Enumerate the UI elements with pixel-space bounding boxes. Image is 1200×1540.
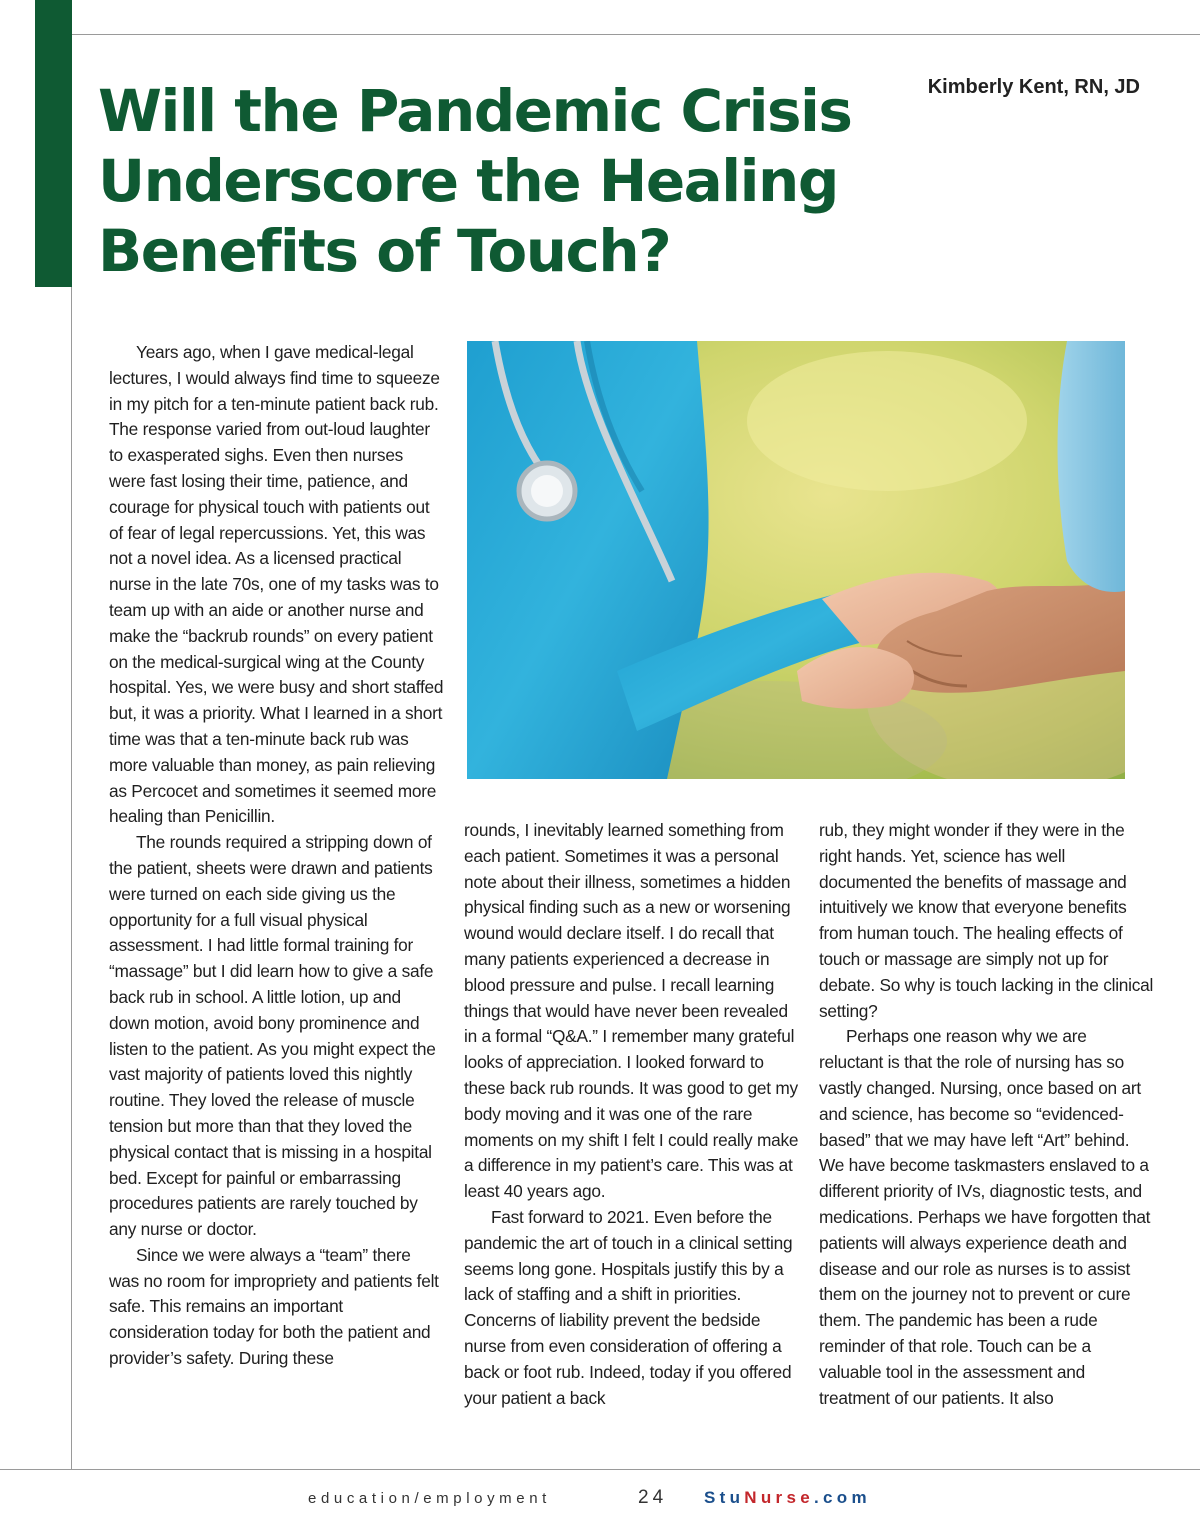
title-line: Underscore the Healing xyxy=(98,147,838,215)
paragraph: Years ago, when I gave medical-legal lectures, I would always find time to squeeze in my pitch for a ten-minute patient back rub. The response varied from out-loud laughter to exasperated sighs. Even then nurses were fast losing their time, patience, and courage for physical touch with patients out of fear of legal repercussions. Yet, this was not a novel idea. As a licensed practical nurse in the late 70s, one of my tasks was to team up with an aide or another nurse and make the “backrub rounds” on every patient on the medical-surgical wing at the County hospital. Yes, we were busy and short staffed but, it was a priority. What I learned in a short time was that a ten-minute back rub was more valuable than money, as pain relieving as Percocet and sometimes it seemed more healing than Penicillin. xyxy=(109,342,444,827)
paragraph: rub, they might wonder if they were in the right hands. Yet, science has well documented the benefits of massage and intuitively we know that everyone benefits from human touch. The healing effects of touch or massage are simply not up for debate. So why is touch lacking in the clinical setting? xyxy=(819,820,1154,1021)
paragraph: Since we were always a “team” there was no room for impropriety and patients felt safe. This remains an important consideration today for both the patient and provider’s safety. During these xyxy=(109,1244,439,1369)
text-column-1 xyxy=(109,340,444,1372)
brand-logo-part: Nurse xyxy=(744,1488,814,1507)
left-rule xyxy=(71,287,72,1470)
article-title xyxy=(98,76,858,286)
article-photo xyxy=(467,341,1125,779)
text-column-3 xyxy=(819,818,1155,1411)
brand-logo-part: Stu xyxy=(704,1488,745,1507)
title-line: Will the Pandemic Crisis xyxy=(98,77,852,145)
paragraph: The rounds required a stripping down of the patient, sheets were drawn and patients were turned on each side giving us the opportunity for a full visual physical assessment. I had little formal training for “massage” but I did learn how to give a safe back rub in school. A little lotion, up and down motion, avoid bony prominence and listen to the patient. As you might expect the vast majority of patients loved this nightly routine. They loved the release of muscle tension but more than that they loved the physical contact that is missing in a hospital bed. Except for painful or embarrassing procedures patients are rarely touched by any nurse or doctor. xyxy=(109,832,436,1240)
text-column-2 xyxy=(464,818,800,1411)
top-rule xyxy=(72,34,1200,35)
brand-logo-part: .com xyxy=(813,1488,871,1507)
title-line: Benefits of Touch? xyxy=(98,217,671,285)
hands-photo-illustration xyxy=(467,341,1125,779)
author-byline: Kimberly Kent, RN, JD xyxy=(927,76,1140,98)
paragraph: Fast forward to 2021. Even before the pandemic the art of touch in a clinical setting seems long gone. Hospitals justify this by a lack of staffing and a shift in priorities. Concerns of liability prevent the bedside nurse from even consideration of offering a back or foot rub. Indeed, today if you offered your patient a back xyxy=(464,1206,793,1408)
brand-logo xyxy=(704,1488,871,1508)
page-footer xyxy=(0,1487,1200,1514)
page-number: 24 xyxy=(638,1487,668,1508)
footer-section-label: education/employment xyxy=(308,1490,551,1507)
footer-rule xyxy=(0,1469,1200,1470)
paragraph: Perhaps one reason why we are reluctant is that the role of nursing has so vastly changed. Nursing, once based on art and science, has become so “evidenced-based” that we may have left “Art” behind. We have become taskmasters enslaved to a different priority of IVs, diagnostic tests, and medications. Perhaps we have forgotten that patients will always experience death and disease and our role as nurses is to assist them on the journey not to prevent or cure them. The pandemic has been a rude reminder of that role. Touch can be a valuable tool in the assessment and treatment of our patients. It also xyxy=(819,1026,1151,1408)
paragraph: rounds, I inevitably learned something from each patient. Sometimes it was a personal note about their illness, sometimes a hidden physical finding such as a new or worsening wound would declare itself. I do recall that many patients experienced a decrease in blood pressure and pulse. I recall learning things that would have never been revealed in a formal “Q&A.” I remember many grateful looks of appreciation. I looked forward to these back rub rounds. It was good to get my body moving and it was one of the rare moments on my shift I felt I could really make a difference in my patient’s care. This was at least 40 years ago. xyxy=(464,820,799,1202)
accent-bar xyxy=(35,0,72,287)
